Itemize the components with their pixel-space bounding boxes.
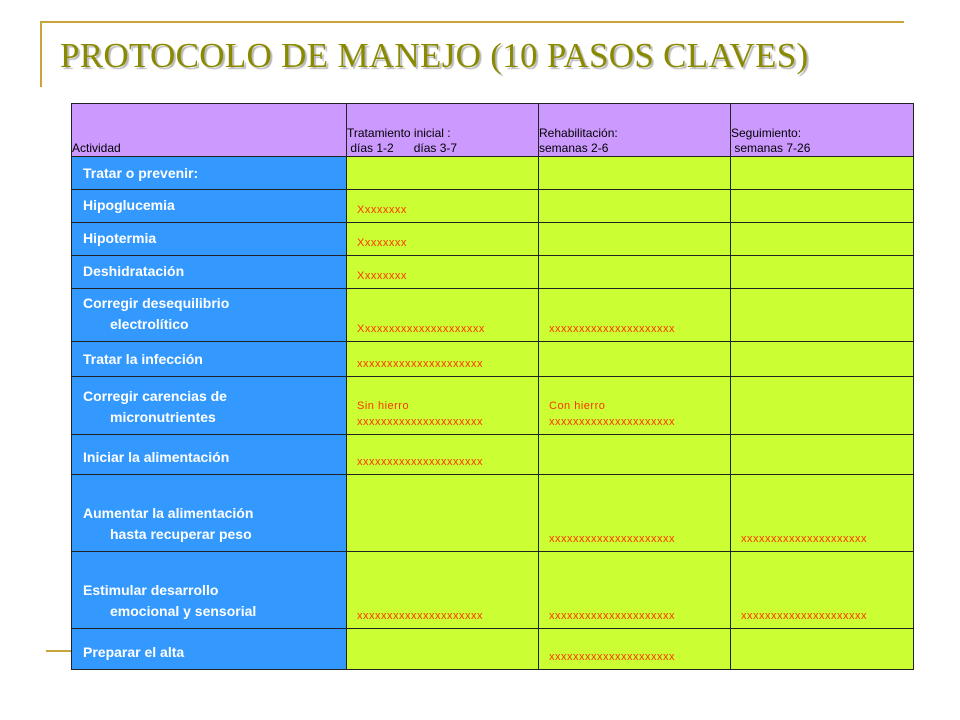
table-row	[72, 377, 914, 435]
header-text: días 1-2 días 3-7	[347, 141, 458, 155]
activity-cell	[72, 256, 347, 289]
cell-seguimiento	[731, 157, 914, 190]
cell-tratamiento-inicial	[347, 629, 539, 670]
cell-seguimiento	[731, 435, 914, 475]
cell-mark: Xxxxxxxx	[357, 269, 407, 282]
cell-tratamiento-inicial	[347, 256, 539, 289]
cell-rehabilitacion	[539, 629, 731, 670]
cell-tratamiento-inicial	[347, 342, 539, 377]
cell-mark: Con hierro	[549, 400, 606, 413]
header-actividad	[72, 104, 347, 157]
cell-mark: xxxxxxxxxxxxxxxxxxxxx	[549, 609, 675, 622]
cell-rehabilitacion	[539, 475, 731, 552]
cell-tratamiento-inicial	[347, 289, 539, 342]
header-tratamiento-inicial	[347, 104, 539, 157]
cell-mark: Xxxxxxxx	[357, 236, 407, 249]
activity-cell	[72, 342, 347, 377]
cell-mark: Sin hierro	[357, 400, 410, 413]
activity-label: Iniciar la alimentación	[83, 449, 230, 465]
header-text: Tratamiento inicial :	[347, 126, 451, 140]
cell-seguimiento	[731, 629, 914, 670]
cell-rehabilitacion	[539, 223, 731, 256]
table-row	[72, 289, 914, 342]
activity-label: Preparar el alta	[83, 644, 185, 660]
table-row	[72, 435, 914, 475]
cell-rehabilitacion	[539, 342, 731, 377]
cell-tratamiento-inicial	[347, 190, 539, 223]
slide-title: PROTOCOLO DE MANEJO (10 PASOS CLAVES)	[60, 36, 809, 75]
activity-label: Hipoglucemia	[83, 197, 175, 213]
cell-rehabilitacion	[539, 552, 731, 629]
activity-label: Tratar o prevenir:	[83, 164, 199, 181]
activity-label: Corregir desequilibrio	[83, 295, 230, 311]
cell-mark: Xxxxxxxxxxxxxxxxxxxxx	[357, 322, 485, 335]
activity-cell	[72, 289, 347, 342]
activity-cell	[72, 157, 347, 190]
activity-label: micronutrientes	[110, 409, 216, 425]
cell-mark: xxxxxxxxxxxxxxxxxxxxx	[357, 609, 483, 622]
cell-mark: xxxxxxxxxxxxxxxxxxxxx	[357, 415, 483, 428]
cell-seguimiento	[731, 552, 914, 629]
protocol-table	[71, 103, 914, 670]
cell-tratamiento-inicial	[347, 435, 539, 475]
cell-mark: xxxxxxxxxxxxxxxxxxxxx	[357, 455, 483, 468]
table-row	[72, 475, 914, 552]
cell-rehabilitacion	[539, 435, 731, 475]
cell-rehabilitacion	[539, 157, 731, 190]
cell-rehabilitacion	[539, 190, 731, 223]
header-seguimiento	[731, 104, 914, 157]
activity-cell	[72, 377, 347, 435]
cell-tratamiento-inicial	[347, 377, 539, 435]
cell-mark: xxxxxxxxxxxxxxxxxxxxx	[357, 357, 483, 370]
activity-label: hasta recuperar peso	[110, 526, 252, 542]
cell-rehabilitacion	[539, 256, 731, 289]
header-text: semanas 7-26	[731, 141, 811, 155]
cell-mark: xxxxxxxxxxxxxxxxxxxxx	[741, 532, 867, 545]
cell-tratamiento-inicial	[347, 552, 539, 629]
cell-seguimiento	[731, 256, 914, 289]
cell-mark: xxxxxxxxxxxxxxxxxxxxx	[549, 532, 675, 545]
cell-tratamiento-inicial	[347, 157, 539, 190]
table-header-row	[72, 104, 914, 157]
activity-label: Estimular desarrollo	[83, 582, 219, 598]
table-row	[72, 157, 914, 190]
table-row	[72, 223, 914, 256]
cell-seguimiento	[731, 190, 914, 223]
table-row	[72, 552, 914, 629]
cell-seguimiento	[731, 289, 914, 342]
activity-label: Tratar la infección	[83, 351, 203, 367]
activity-cell	[72, 629, 347, 670]
cell-seguimiento	[731, 342, 914, 377]
cell-tratamiento-inicial	[347, 223, 539, 256]
table-row	[72, 256, 914, 289]
cell-seguimiento	[731, 377, 914, 435]
activity-label: Hipotermia	[83, 230, 157, 246]
activity-label: Deshidratación	[83, 263, 185, 279]
cell-mark: xxxxxxxxxxxxxxxxxxxxx	[549, 415, 675, 428]
activity-label: emocional y sensorial	[110, 603, 257, 619]
cell-mark: xxxxxxxxxxxxxxxxxxxxx	[549, 650, 675, 663]
table-row	[72, 190, 914, 223]
activity-label: Aumentar la alimentación	[83, 505, 254, 521]
header-text: Seguimiento:	[731, 126, 802, 140]
table-row	[72, 342, 914, 377]
activity-label: Corregir carencias de	[83, 388, 227, 404]
table-row	[72, 629, 914, 670]
decorative-top-rule	[40, 21, 904, 23]
cell-mark: Xxxxxxxx	[357, 203, 407, 216]
activity-cell	[72, 435, 347, 475]
header-rehabilitacion	[539, 104, 731, 157]
cell-rehabilitacion	[539, 289, 731, 342]
activity-cell	[72, 190, 347, 223]
header-text: semanas 2-6	[539, 141, 609, 155]
activity-label: electrolítico	[110, 316, 189, 332]
header-text: Actividad	[72, 141, 121, 155]
header-text: Rehabilitación:	[539, 126, 618, 140]
cell-seguimiento	[731, 475, 914, 552]
table-body	[72, 157, 914, 670]
cell-seguimiento	[731, 223, 914, 256]
cell-mark: xxxxxxxxxxxxxxxxxxxxx	[741, 609, 867, 622]
cell-mark: xxxxxxxxxxxxxxxxxxxxx	[549, 322, 675, 335]
cell-rehabilitacion	[539, 377, 731, 435]
activity-cell	[72, 552, 347, 629]
activity-cell	[72, 223, 347, 256]
activity-cell	[72, 475, 347, 552]
decorative-left-rule	[40, 21, 42, 87]
cell-tratamiento-inicial	[347, 475, 539, 552]
